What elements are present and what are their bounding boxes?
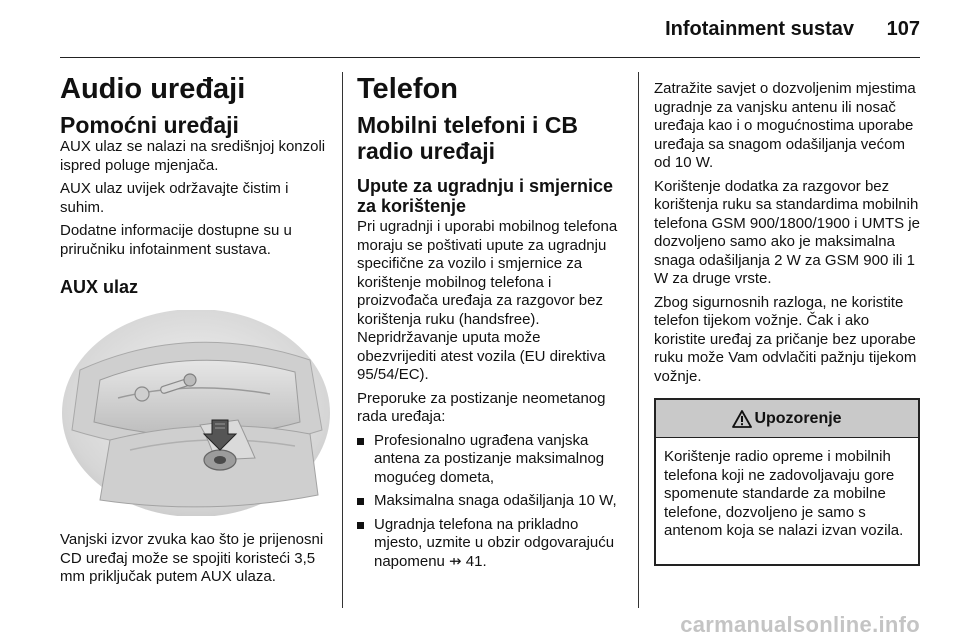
page-number: 107 [886, 18, 920, 40]
list-item: Profesionalno ugrađena vanjska antena za postizanje maksimalnog mogućeg dometa, [357, 432, 623, 488]
paragraph: Zbog sigurnosnih razloga, ne koristite telefon tijekom vožnje. Čak i ako koristite uređaj za pričanje bez uporabe ruku može Vam odvlačiti pažnju tijekom vožnje. [654, 293, 917, 385]
paragraph: Vanjski izvor zvuka kao što je prijenosni CD uređaj može se spojiti koristeći 3,5 mm priključak putem AUX ulaza. [60, 531, 324, 585]
bullet-square-icon [357, 438, 364, 445]
subsection-title-aux-devices: Pomoćni uređaji [60, 112, 239, 138]
bullet-square-icon [357, 498, 364, 505]
section-title-audio: Audio uređaji [60, 73, 246, 105]
column-phone-continued [654, 80, 922, 391]
paragraph: Korištenje dodatka za razgovor bez korištenja ruku sa standardima mobilnih telefona GSM 900/1800/1900 i UMTS je dozvoljeno samo ako je maksimalna snaga odašiljanja 2 W za GSM 900 ili 1 W za druge vrste. [654, 177, 920, 287]
list-item: Ugradnja telefona na prikladno mjesto, uzmite u obzir odgovarajuću napomenu ⇸ 41. [357, 516, 623, 572]
warning-triangle-icon [732, 410, 752, 428]
header-divider [60, 57, 920, 58]
warning-title: Upozorenje [754, 409, 842, 427]
list-item: Maksimalna snaga odašiljanja 10 W, [357, 492, 623, 511]
paragraph: Zatražite savjet o dozvoljenim mjestima ugradnje za vanjsku antenu ili nosač uređaja kao i o mogućnostima uporabe uređaja sa snagom odašiljanja većom od 10 W. [654, 80, 916, 171]
watermark: carmanualsonline.info [680, 612, 920, 637]
aux-socket-illustration [60, 310, 332, 516]
paragraph: AUX ulaz se nalazi na središnjoj konzoli ispred poluge mjenjača. [60, 138, 326, 174]
paragraph: Pri ugradnji i uporabi mobilnog telefona moraju se poštivati upute za ugradnju specifične za vozilo i smjernice za korištenje mobilnog telefona i proizvođača uređaja za razgovor bez korištenja ruku (handsfree). Nepridržavanje uputa može obezvrijediti atest vozila (EU direktiva 95/54/EC). [357, 218, 618, 383]
running-header-title: Infotainment sustav [665, 18, 854, 40]
paragraph: Dodatne informacije dostupne su u priručniku infotainment sustava. [60, 222, 292, 258]
warning-header [656, 400, 918, 438]
recommendations-list [357, 432, 623, 572]
warning-box [654, 398, 920, 566]
warning-text: Korištenje radio opreme i mobilnih telefona koji ne zadovoljavaju gore spomenute standarde za mobilne telefone, dozvoljeno je samo s antenom koja se nalazi izvan vozila. [664, 448, 904, 539]
heading-aux-input: AUX ulaz [60, 277, 139, 297]
paragraph: Preporuke za postizanje neometanog rada uređaja: [357, 389, 606, 425]
column-audio [60, 72, 330, 592]
subsection-title-mobile-cb: Mobilni telefoni i CB radio uređaji [357, 112, 579, 164]
bullet-square-icon [357, 522, 364, 529]
heading-installation-guidelines: Upute za ugradnju i smjernice za korištenje [357, 176, 614, 216]
paragraph: AUX ulaz uvijek održavajte čistim i suhim. [60, 180, 289, 216]
column-divider [342, 72, 343, 608]
section-title-phone: Telefon [357, 73, 458, 105]
column-divider [638, 72, 639, 608]
column-phone [357, 72, 623, 576]
